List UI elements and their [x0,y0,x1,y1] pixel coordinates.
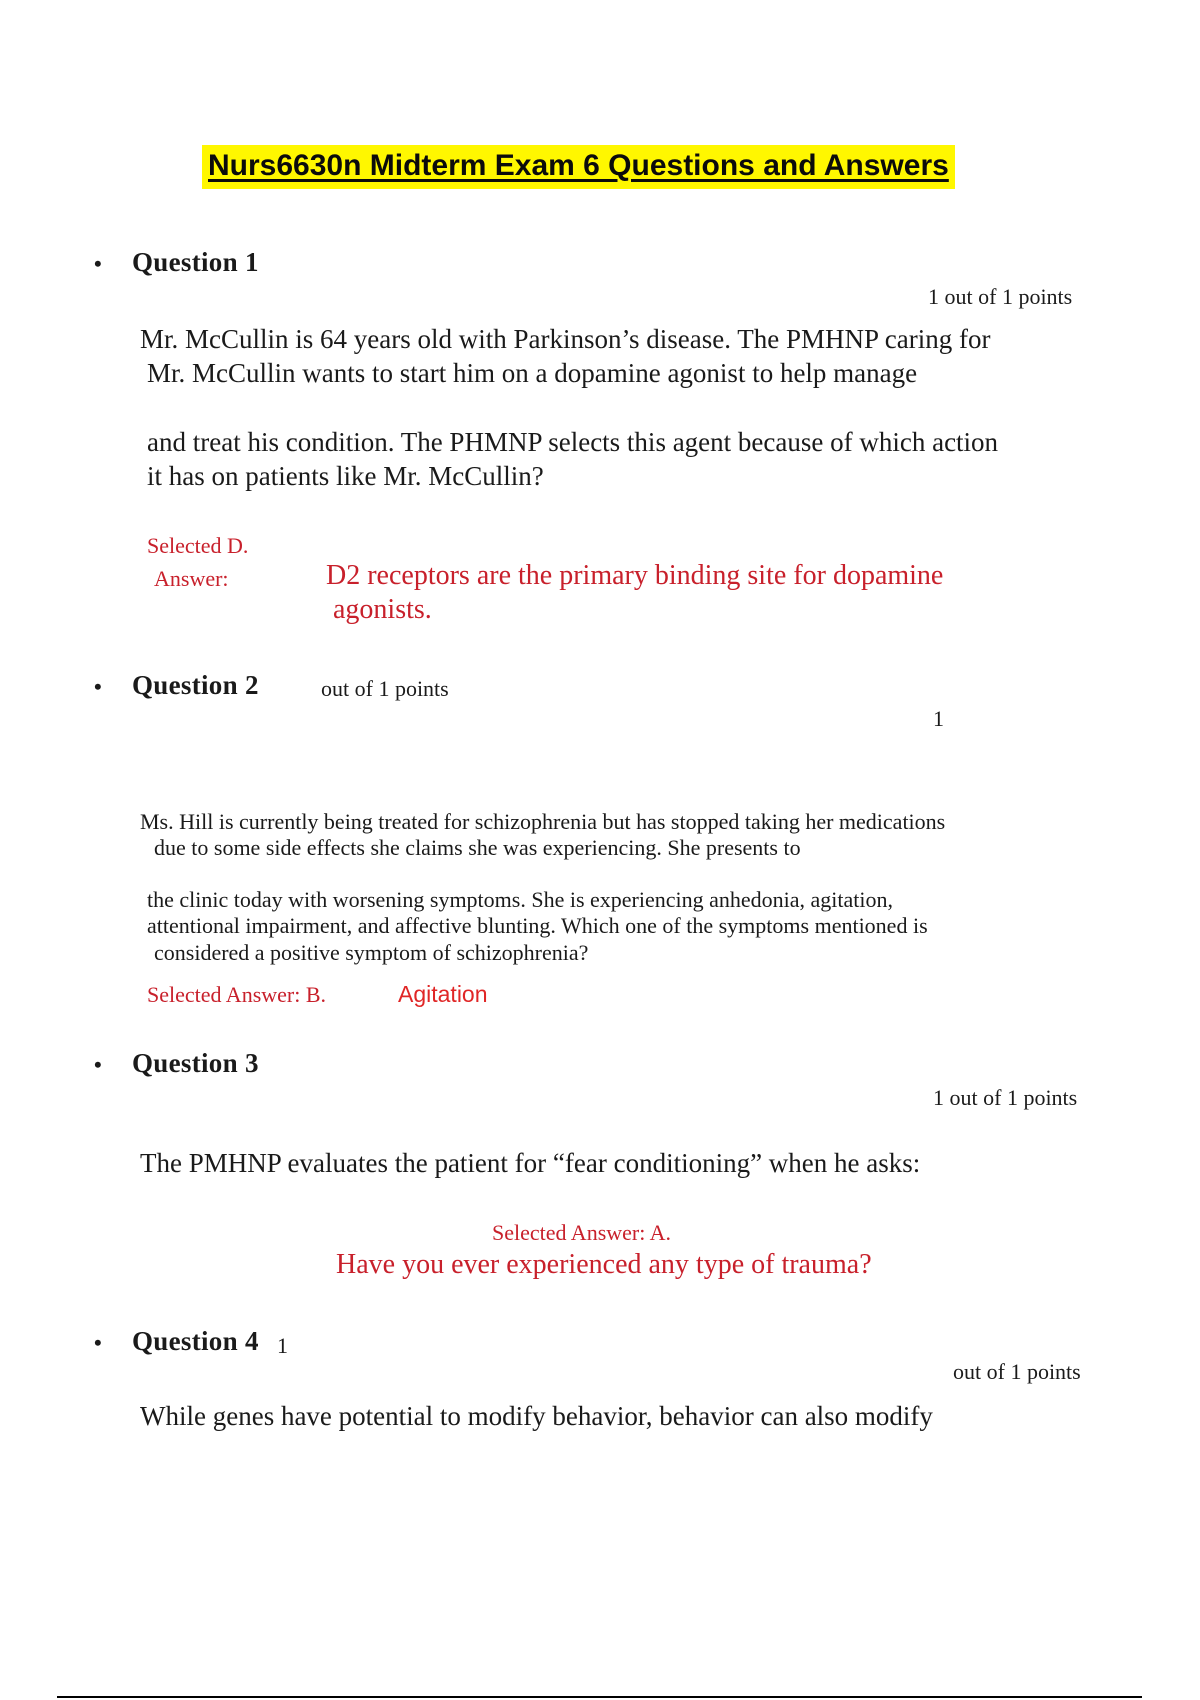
question-2-line-2: due to some side effects she claims she was experiencing. She presents to [154,835,801,860]
question-2-points: out of 1 points [321,676,449,701]
question-3-answer: Have you ever experienced any type of trauma? [336,1249,872,1280]
question-4-heading-suffix: 1 [277,1333,288,1358]
question-4-line-1: While genes have potential to modify behavior, behavior can also modify [140,1401,933,1431]
question-1-selected-label: Selected D. [147,533,249,558]
bullet: • [94,251,102,276]
question-2-line-4: attentional impairment, and affective blunting. Which one of the symptoms mentioned is [147,913,928,938]
question-4-heading: Question 4 [132,1326,259,1356]
question-2-line-5: considered a positive symptom of schizophrenia? [154,940,589,965]
question-3-line-1: The PMHNP evaluates the patient for “fear conditioning” when he asks: [140,1148,921,1178]
question-4-points: out of 1 points [953,1359,1081,1384]
bullet: • [94,674,102,699]
question-1-answer-label: Answer: [154,566,229,591]
bullet: • [94,1052,102,1077]
document-title: Nurs6630n Midterm Exam 6 Questions and Answers [202,145,955,189]
question-1-line-2: Mr. McCullin wants to start him on a dopamine agonist to help manage [147,358,918,388]
question-2-line-1: Ms. Hill is currently being treated for schizophrenia but has stopped taking her medications [140,809,946,834]
question-2-selected-label: Selected Answer: B. [147,982,327,1007]
question-1-answer-line-2: agonists. [333,594,432,625]
question-1-answer-line-1: D2 receptors are the primary binding site for dopamine [326,560,944,591]
question-3-selected-label: Selected Answer: A. [492,1220,672,1245]
question-2-answer: Agitation [398,981,488,1007]
question-1-line-4: it has on patients like Mr. McCullin? [147,461,544,491]
question-1-line-1: Mr. McCullin is 64 years old with Parkinson’s disease. The PMHNP caring for [140,324,991,354]
question-1-line-3: and treat his condition. The PHMNP selects this agent because of which action [147,427,999,457]
question-2-points-value: 1 [933,706,944,731]
question-3-heading: Question 3 [132,1048,259,1078]
bullet: • [94,1330,102,1355]
footer-divider [57,1696,1142,1698]
question-1-points: 1 out of 1 points [928,284,1073,309]
question-2-line-3: the clinic today with worsening symptoms. She is experiencing anhedonia, agitation, [147,887,894,912]
question-1-heading: Question 1 [132,247,259,277]
question-3-points: 1 out of 1 points [933,1085,1078,1110]
question-2-heading: Question 2 [132,670,259,700]
